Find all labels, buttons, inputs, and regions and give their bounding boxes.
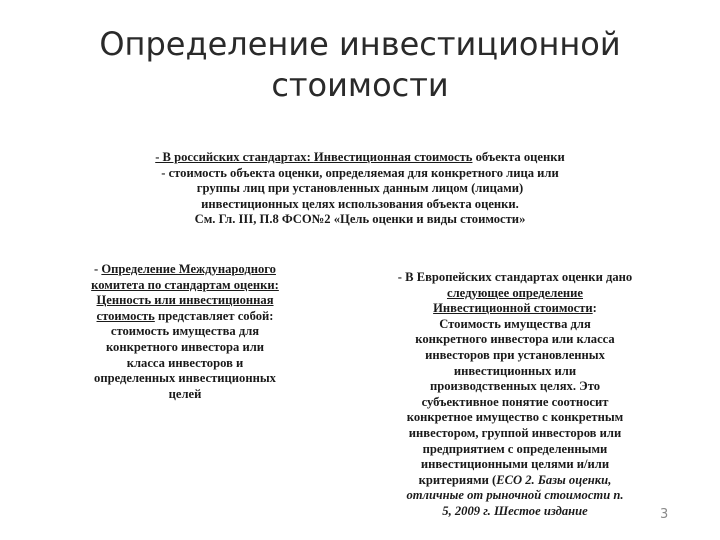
european-line-14-a: критериями ( [418,472,497,487]
international-line-1 [50,262,320,278]
international-dash: - [94,262,102,276]
international-line-4-rest: представляет собой: [154,308,274,323]
slide-title-line-1: Определение инвестиционной [99,25,621,63]
european-line-11: инвестором, группой инвесторов или [408,425,622,440]
slide-title-line-2: стоимости [271,66,449,104]
european-colon: : [592,301,597,316]
european-line-2: следующее определение [446,285,584,300]
russian-line-1 [80,150,640,166]
european-line-10: конкретное имущество с конкретным [406,410,624,425]
russian-line-1-rest: объекта оценки [472,150,565,164]
european-line-1: - В Европейских стандартах оценки дано [397,270,633,284]
international-line-2: комитета по стандартам оценки: [91,277,279,292]
russian-line-3: группы лиц при установленных данным лицом (лицами) [196,181,524,196]
european-citation-1: ЕСО 2. Базы оценки, [496,472,612,487]
slide-title [60,24,660,106]
russian-standards-block [80,150,640,228]
international-line-8: определенных инвестиционных [94,371,276,386]
european-line-5: конкретного инвестора или класса [415,332,615,347]
international-heading-1: Определение Международного [101,262,276,276]
international-standards-block [50,262,320,402]
international-line-9: целей [168,386,202,401]
european-line-8: производственных целях. Это [429,379,601,394]
international-line-4 [50,309,320,325]
russian-line-5: См. Гл. III, П.8 ФСО№2 «Цель оценки и виды стоимости» [194,212,526,227]
european-term: Инвестиционной стоимости [433,301,593,316]
european-line-4: Стоимость имущества для [439,316,591,331]
international-term: стоимость [96,308,155,323]
page-number: 3 [660,507,669,522]
european-line-13: инвестиционными целями и/или [420,457,610,472]
european-line-14 [355,473,675,489]
international-line-3: Ценность или инвестиционная [96,293,274,308]
european-line-7: инвестиционных или [453,363,577,378]
european-line-3 [355,301,675,317]
european-citation-2: отличные от рыночной стоимости п. [406,488,624,503]
russian-line-2: - стоимость объекта оценки, определяемая для конкретного лица или [161,165,559,180]
international-line-7: класса инвесторов и [126,355,244,370]
european-standards-block [355,270,675,520]
european-citation-3: 5, 2009 г. Шестое издание [442,503,588,518]
european-line-12: предприятием с определенными [422,441,608,456]
russian-prefix: - В российских стандартах: [155,150,314,164]
russian-term: Инвестиционная стоимость [313,150,473,164]
international-line-6: конкретного инвестора или [105,339,265,354]
russian-line-4: инвестиционных целях использования объекта оценки. [201,196,519,211]
european-line-9: субъективное понятие соотносит [421,394,609,409]
european-line-6: инвесторов при установленных [425,347,605,362]
international-line-5: стоимость имущества для [110,324,260,339]
